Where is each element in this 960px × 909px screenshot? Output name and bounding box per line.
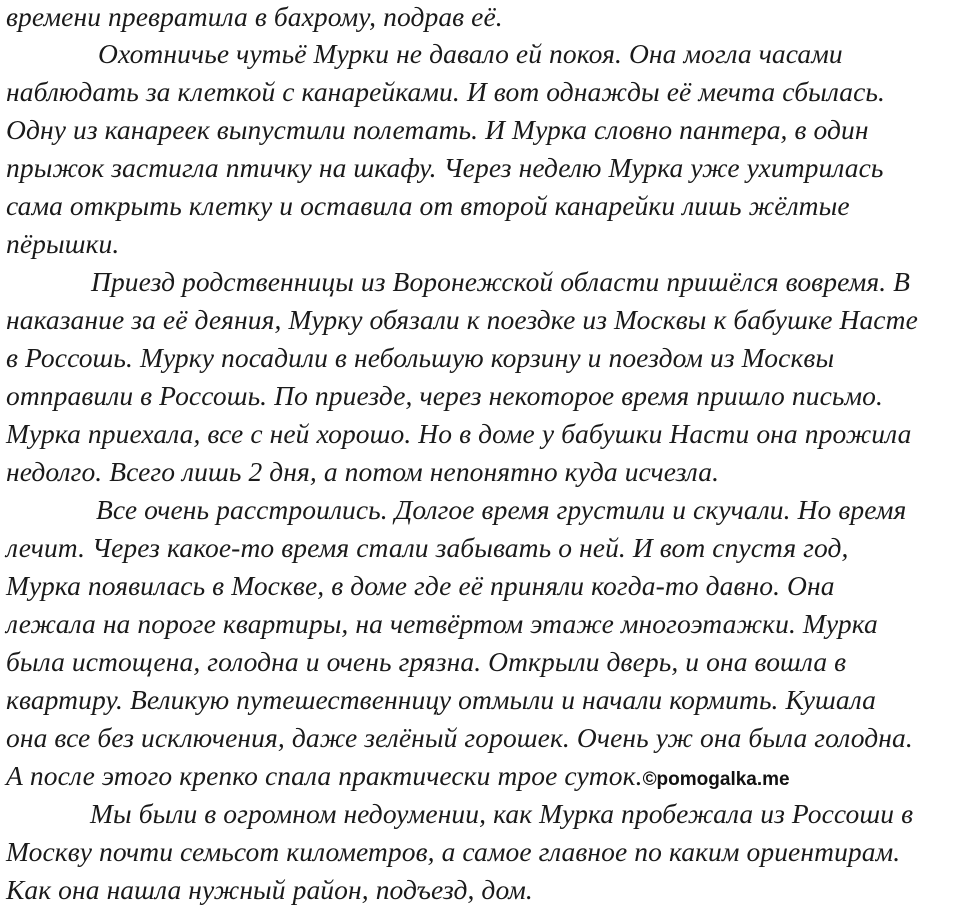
text-line: Мы были в огромном недоумении, как Мурка пробежала из Россоши в [90, 798, 914, 829]
text-line: времени превратила в бахрому, подрав её. [6, 1, 503, 32]
text-line: Москву почти семьсот километров, а самое главное по каким ориентирам. [6, 836, 901, 867]
text-line: Мурка приехала, все с ней хорошо. Но в доме у бабушки Насти она прожила [6, 418, 912, 449]
text-line: она все без исключения, даже зелёный горошек. Очень уж она была голодна. [6, 722, 913, 753]
text-line: недолго. Всего лишь 2 дня, а потом непонятно куда исчезла. [6, 456, 720, 487]
watermark: ©pomogalka.me [642, 769, 790, 790]
text-line: Как она нашла нужный район, подъезд, дом. [6, 874, 533, 905]
text-line: в Россошь. Мурку посадили в небольшую корзину и поездом из Москвы [6, 342, 835, 373]
text-line: Все очень расстроились. Долгое время грустили и скучали. Но время [96, 494, 907, 525]
text-line: Охотничье чутьё Мурки не давало ей покоя. Она могла часами [98, 38, 843, 69]
text-line: сама открыть клетку и оставила от второй канарейки лишь жёлтые [6, 190, 850, 221]
text-line: Одну из канареек выпустили полетать. И Мурка словно пантера, в один [6, 114, 869, 145]
text-line: Приезд родственницы из Воронежской области пришёлся вовремя. В [91, 266, 911, 297]
text-line: наблюдать за клеткой с канарейками. И вот однажды её мечта сбылась. [6, 76, 886, 107]
text-line: наказание за её деяния, Мурку обязали к поездке из Москвы к бабушке Насте [6, 304, 918, 335]
text-line: отправили в Россошь. По приезде, через некоторое время пришло письмо. [6, 380, 883, 411]
text-line: прыжок застигла птичку на шкафу. Через неделю Мурка уже ухитрилась [6, 152, 884, 183]
text-line: лежала на пороге квартиры, на четвёртом этаже многоэтажки. Мурка [6, 608, 878, 639]
text-line: была истощена, голодна и очень грязна. Открыли дверь, и она вошла в [6, 646, 847, 677]
text-line: Мурка появилась в Москве, в доме где её приняли когда-то давно. Она [6, 570, 835, 601]
text-line-content: А после этого крепко спала практически трое суток. [6, 760, 643, 791]
text-line: квартиру. Великую путешественницу отмыли и начали кормить. Кушала [6, 684, 876, 715]
text-line: пёрышки. [6, 228, 120, 259]
text-line [6, 758, 790, 798]
text-line: лечит. Через какое-то время стали забывать о ней. И вот спустя год, [6, 532, 849, 563]
